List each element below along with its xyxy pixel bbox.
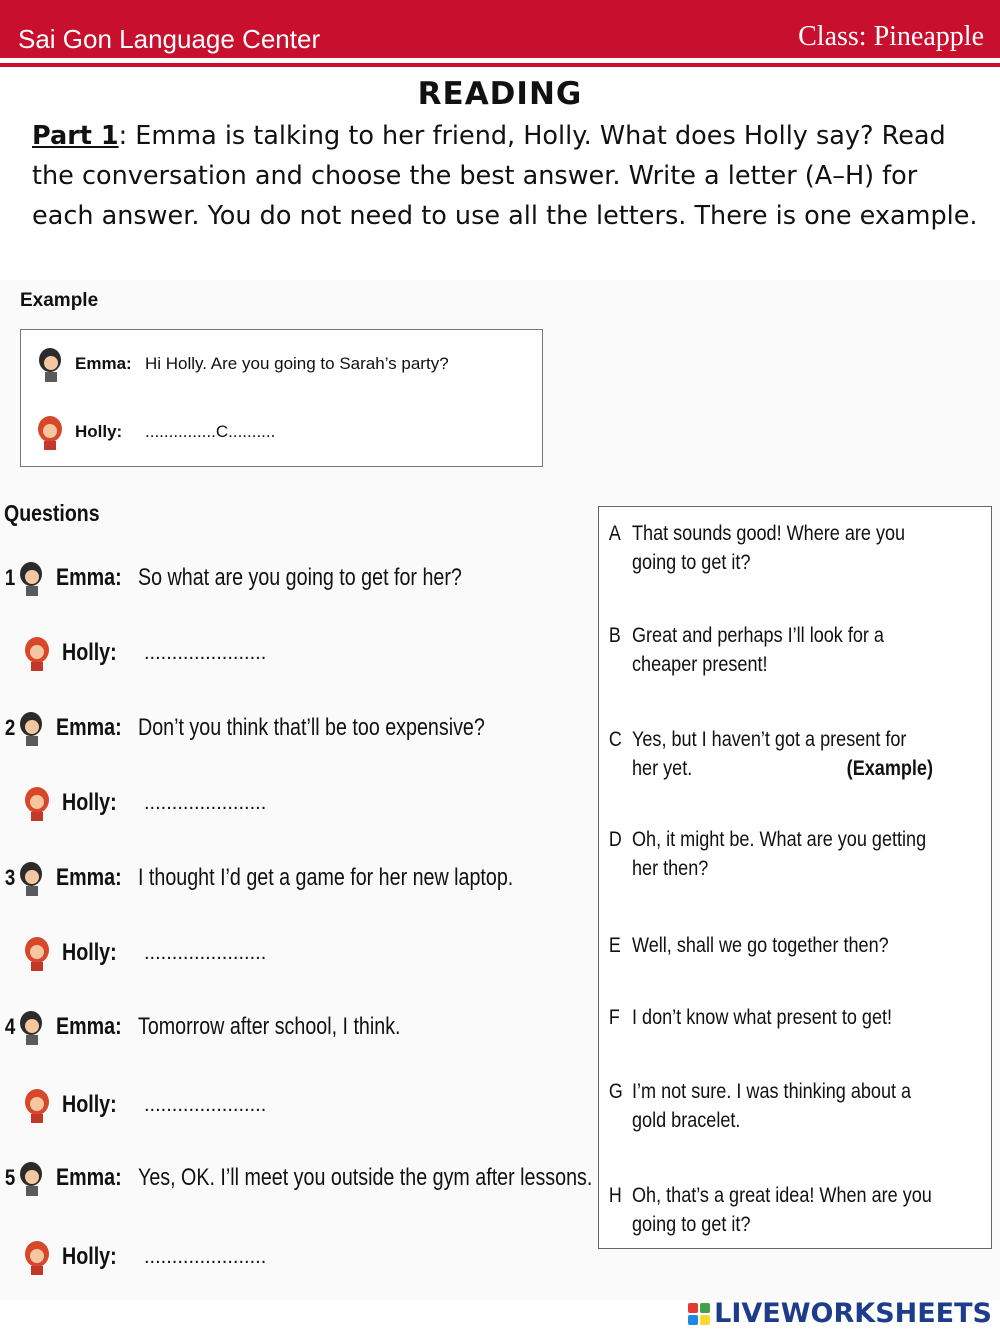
answer-letter: C	[608, 728, 622, 751]
example-emma-row	[35, 344, 449, 384]
answer-option-c	[607, 725, 982, 783]
question-4-holly-row	[22, 1080, 266, 1130]
question-3-emma-row	[4, 853, 596, 903]
emma-line: So what are you going to get for her?	[138, 564, 462, 591]
question-1-emma-row	[4, 553, 533, 603]
question-2-emma-row	[4, 703, 561, 753]
page-title: READING	[417, 76, 583, 112]
answer-text: Oh, that’s a great idea! When are you going to get it?	[632, 1184, 932, 1236]
question-1-holly-row	[22, 628, 266, 678]
holly-speaker: Holly:	[62, 1243, 117, 1270]
answer-letter: G	[608, 1080, 623, 1103]
question-number: 1	[4, 565, 16, 590]
emma-speaker: Emma:	[56, 714, 122, 741]
question-5-emma-row	[4, 1153, 692, 1203]
answer-text: Oh, it might be. What are you getting her then?	[632, 828, 927, 880]
example-holly-answer: ...............C..........	[145, 422, 276, 441]
girl-dark-hair-icon	[16, 558, 46, 598]
girl-dark-hair-icon	[16, 708, 46, 748]
answer-option-e	[607, 931, 982, 960]
emma-speaker: Emma:	[56, 864, 122, 891]
answer-option-b	[607, 621, 982, 679]
example-holly-row	[35, 412, 275, 452]
question-number: 2	[4, 715, 16, 740]
example-heading: Example	[20, 290, 99, 311]
emma-speaker: Emma:	[56, 564, 122, 591]
holly-speaker: Holly:	[62, 639, 117, 666]
girl-red-hair-icon	[22, 933, 52, 973]
girl-dark-hair-icon	[16, 1007, 46, 1047]
liveworksheets-logo	[688, 1298, 992, 1329]
emma-line: I thought I’d get a game for her new laptop.	[138, 864, 514, 891]
question-3-holly-row	[22, 928, 266, 978]
girl-red-hair-icon	[22, 1085, 52, 1125]
girl-dark-hair-icon	[16, 1158, 46, 1198]
answer-text: Yes, but I haven’t got a present for her yet.	[632, 728, 907, 780]
answer-text: Great and perhaps I’ll look for a cheaper present!	[632, 624, 884, 676]
question-number: 4	[4, 1014, 16, 1039]
girl-dark-hair-icon	[16, 858, 46, 898]
answer-text: I’m not sure. I was thinking about a gold bracelet.	[632, 1080, 912, 1132]
class-label: Class: Pineapple	[798, 21, 984, 52]
holly-speaker: Holly:	[62, 789, 117, 816]
answer-blank[interactable]: ......................	[144, 941, 267, 964]
answer-letter: F	[608, 1006, 620, 1029]
questions-heading: Questions	[4, 500, 100, 526]
holly-speaker: Holly:	[62, 939, 117, 966]
emma-line: Don’t you think that’ll be too expensive?	[138, 714, 485, 741]
question-5-holly-row	[22, 1232, 266, 1282]
header-divider	[0, 63, 1000, 67]
logo-mark-icon	[688, 1303, 710, 1325]
answer-letter: E	[608, 934, 621, 957]
question-2-holly-row	[22, 778, 266, 828]
answer-option-d	[607, 825, 982, 883]
answer-letter: A	[608, 522, 621, 545]
logo-text: LIVEWORKSHEETS	[714, 1298, 992, 1329]
center-name: Sai Gon Language Center	[18, 24, 321, 54]
answer-option-f	[607, 1003, 982, 1032]
answer-text: That sounds good! Where are you going to get it?	[632, 522, 906, 574]
example-emma-line: Hi Holly. Are you going to Sarah’s party?	[145, 354, 449, 373]
answer-blank[interactable]: ......................	[144, 1093, 267, 1116]
emma-speaker: Emma:	[56, 1164, 122, 1191]
emma-speaker: Emma:	[56, 1013, 122, 1040]
girl-red-hair-icon	[35, 412, 65, 452]
emma-line: Tomorrow after school, I think.	[138, 1013, 401, 1040]
question-number: 3	[4, 865, 16, 890]
instructions	[32, 116, 982, 236]
girl-red-hair-icon	[22, 633, 52, 673]
example-tag: (Example)	[846, 757, 933, 780]
answer-letter: H	[608, 1184, 622, 1207]
girl-red-hair-icon	[22, 783, 52, 823]
answer-blank[interactable]: ......................	[144, 1245, 267, 1268]
example-holly-speaker: Holly:	[75, 422, 123, 441]
answer-text: Well, shall we go together then?	[632, 934, 889, 957]
part-label: Part 1	[32, 121, 119, 151]
answer-option-a	[607, 519, 982, 577]
example-box	[20, 329, 543, 467]
answer-text: I don’t know what present to get!	[632, 1006, 893, 1029]
instructions-text: : Emma is talking to her friend, Holly. What does Holly say? Read the conversation and choose the best answer. Write a letter (A–H) for each answer. You do not need to use all the letters. There is one example.	[32, 121, 978, 231]
answer-blank[interactable]: ......................	[144, 791, 267, 814]
girl-red-hair-icon	[22, 1237, 52, 1277]
emma-line: Yes, OK. I’ll meet you outside the gym after lessons.	[138, 1164, 593, 1191]
answer-blank[interactable]: ......................	[144, 641, 267, 664]
answer-letter: D	[608, 828, 622, 851]
answers-box	[598, 506, 992, 1249]
example-emma-speaker: Emma:	[75, 354, 132, 373]
question-number: 5	[4, 1165, 16, 1190]
question-4-emma-row	[4, 1002, 458, 1052]
girl-dark-hair-icon	[35, 344, 65, 384]
answer-letter: B	[608, 624, 621, 647]
holly-speaker: Holly:	[62, 1091, 117, 1118]
answer-option-g	[607, 1077, 982, 1135]
answer-option-h	[607, 1181, 982, 1239]
